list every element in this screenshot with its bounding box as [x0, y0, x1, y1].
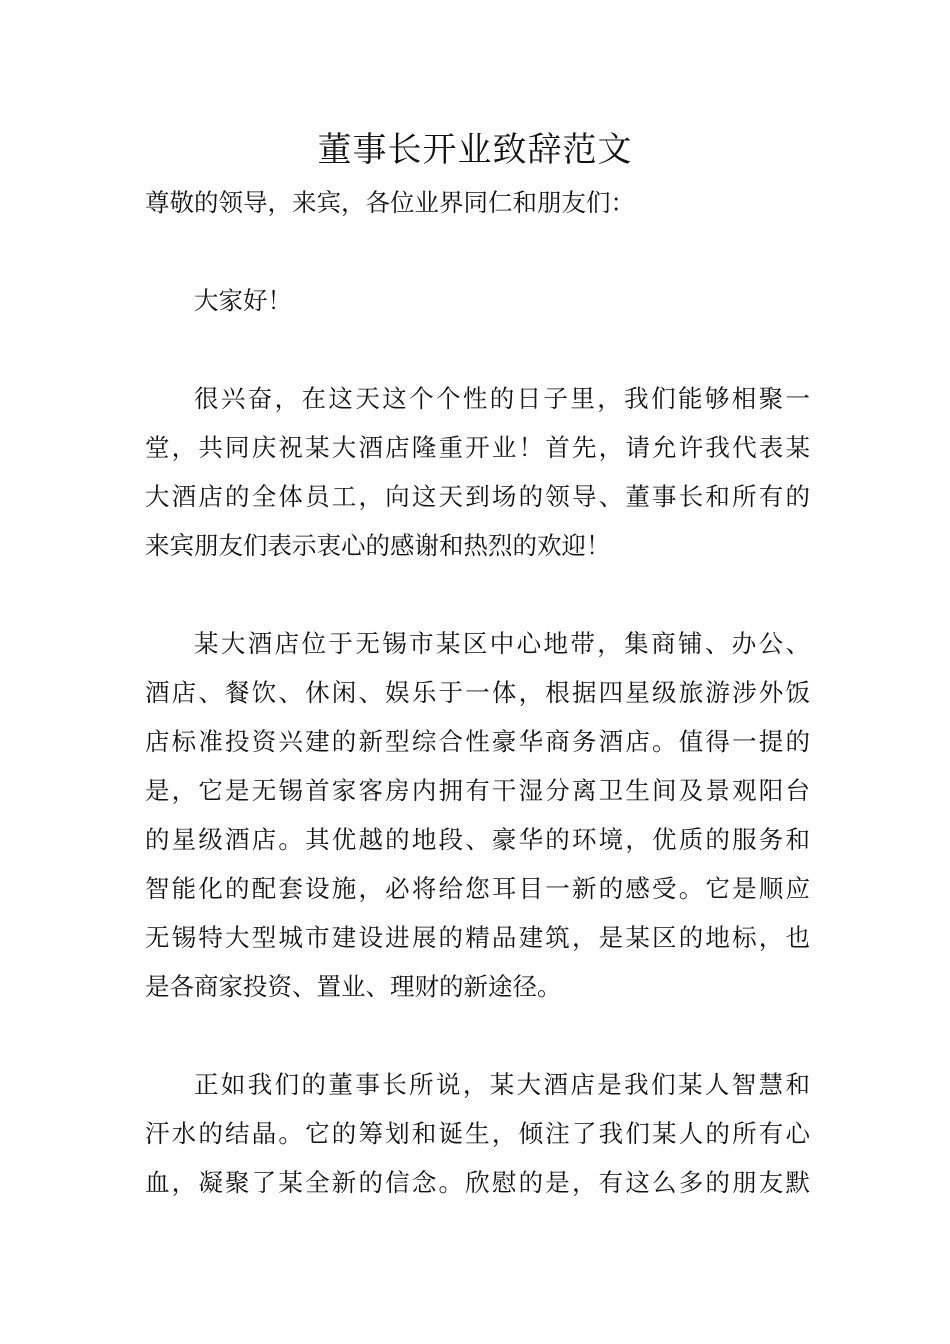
paragraph-line: 无锡特大型城市建设进展的精品建筑，是某区的地标，也 — [145, 923, 810, 952]
salutation: 尊敬的领导，来宾，各位业界同仁和朋友们： — [145, 188, 635, 217]
paragraph-line: 汗水的结晶。它的筹划和诞生，倾注了我们某人的所有心 — [145, 1119, 810, 1148]
paragraph-line: 的星级酒店。其优越的地段、豪华的环境，优质的服务和 — [145, 825, 810, 854]
paragraph-1 — [145, 374, 810, 570]
paragraph-gap — [145, 325, 810, 374]
paragraph-line: 很兴奋，在这天这个个性的日子里，我们能够相聚一 — [194, 384, 810, 413]
paragraph-line: 来宾朋友们表示衷心的感谢和热烈的欢迎！ — [145, 531, 611, 560]
greeting: 大家好！ — [194, 286, 292, 315]
paragraph-line: 是，它是无锡首家客房内拥有干湿分离卫生间及景观阳台 — [145, 776, 810, 805]
paragraph-line: 某大酒店位于无锡市某区中心地带，集商铺、办公、 — [194, 629, 810, 658]
paragraph-line: 堂，共同庆祝某大酒店隆重开业！首先，请允许我代表某 — [145, 433, 810, 462]
paragraph-line: 店标准投资兴建的新型综合性豪华商务酒店。值得一提的 — [145, 727, 810, 756]
paragraph-gap — [145, 1011, 810, 1060]
paragraph-line: 正如我们的董事长所说，某大酒店是我们某人智慧和 — [194, 1070, 810, 1099]
paragraph-gap — [145, 227, 810, 276]
paragraph-line: 血，凝聚了某全新的信念。欣慰的是，有这么多的朋友默 — [145, 1168, 810, 1197]
paragraph-3 — [145, 1060, 810, 1207]
paragraph-line: 酒店、餐饮、休闲、娱乐于一体，根据四星级旅游涉外饭 — [145, 678, 810, 707]
paragraph-line: 智能化的配套设施，必将给您耳目一新的感受。它是顺应 — [145, 874, 810, 903]
paragraph-2 — [145, 619, 810, 1011]
document-body — [145, 178, 810, 1207]
paragraph-line: 大酒店的全体员工，向这天到场的领导、董事长和所有的 — [145, 482, 810, 511]
paragraph-line: 是各商家投资、置业、理财的新途径。 — [145, 972, 562, 1001]
paragraph-gap — [145, 570, 810, 619]
document-title: 董事长开业致辞范文 — [317, 130, 633, 170]
